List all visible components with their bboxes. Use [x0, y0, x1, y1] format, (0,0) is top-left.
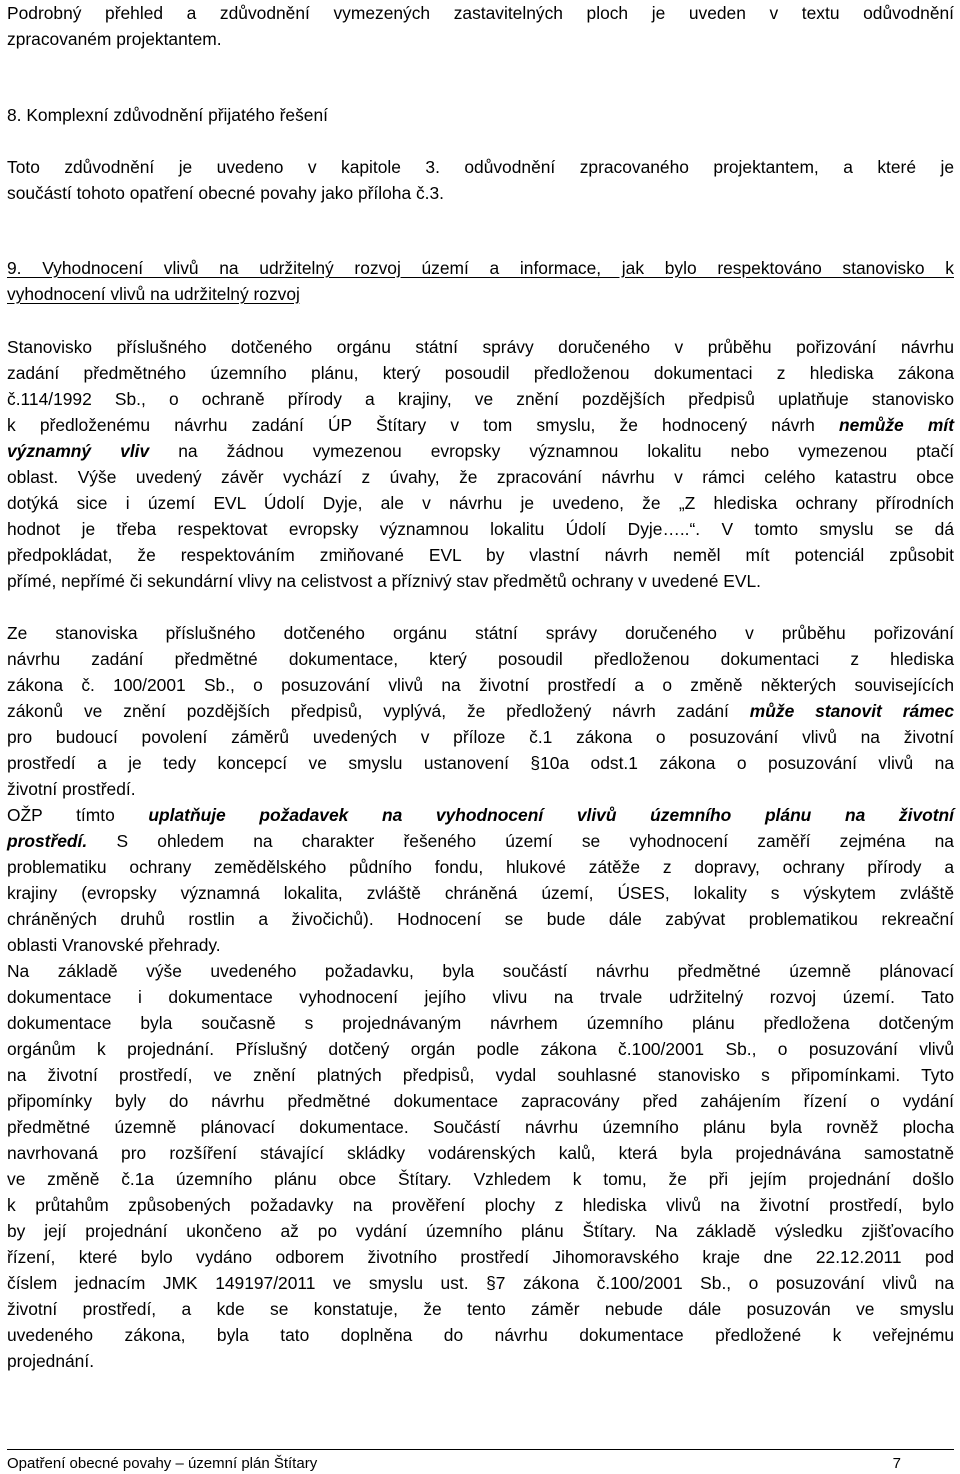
p4-line-10: k průtahům způsobených požadavky na prověření plochy z hlediska vlivů na životní prostředí, bylo: [7, 1195, 954, 1215]
footer-title: Opatření obecné povahy – územní plán Štítary: [7, 1455, 318, 1472]
p3-line-3: problematiku ochrany zemědělského půdního fondu, hlukové zátěže z dopravy, ochrany přírody a: [7, 857, 954, 877]
p4-line-1: Na základě výše uvedeného požadavku, byla součástí návrhu předmětné územně plánovací: [7, 961, 954, 981]
p3-line-6: oblasti Vranovské přehrady.: [7, 935, 221, 955]
section-9-heading-line-2: vyhodnocení vlivů na udržitelný rozvoj: [7, 284, 300, 304]
p1-line-4: [7, 412, 954, 438]
p1-line-4-text: k předloženému návrhu zadání ÚP Štítary v tom smyslu, že hodnocený návrh: [7, 415, 815, 435]
section-8-line-1: Toto zdůvodnění je uvedeno v kapitole 3. odůvodnění zpracovaného projektantem, a které je: [7, 157, 954, 177]
p4-line-15: uvedeného zákona, byla tato doplněna do návrhu dokumentace předložené k veřejnému: [7, 1325, 954, 1345]
p1-line-5: [7, 438, 954, 464]
p1-line-9: předpokládat, že respektováním zmiňované EVL by vlastní návrh neměl mít potenciál způsobit: [7, 545, 954, 565]
p4-line-11: by její projednání ukončeno až po vydání územního plánu Štítary. Na základě výsledku zjišťovacího: [7, 1221, 954, 1241]
p2-line-3: zákona č. 100/2001 Sb., o posuzování vlivů na životní prostředí a o změně některých souvisejících: [7, 675, 954, 695]
p2-line-4: [7, 698, 954, 724]
p3-line-2-text: S ohledem na charakter řešeného území se vyhodnocení zaměří zejména na: [116, 831, 954, 851]
p1-line-3: č.114/1992 Sb., o ochraně přírody a krajiny, ve znění pozdějších předpisů uplatňuje stanovisko: [7, 389, 954, 409]
p4-line-9: ve změně č.1a územního plánu obce Štítary. Vzhledem k tomu, že při jejím projednání došlo: [7, 1169, 954, 1189]
section-8-line-2: součástí tohoto opatření obecné povahy jako příloha č.3.: [7, 183, 444, 203]
p2-line-6: prostředí a je tedy koncepcí ve smyslu ustanovení §10a odst.1 zákona o posuzování vlivů na: [7, 753, 954, 773]
p3-line-4: krajiny (evropsky významná lokalita, zvláště chráněná území, ÚSES, lokality s výskytem zvláště: [7, 883, 954, 903]
p4-line-6: připomínky byly do návrhu předmětné dokumentace zapracovány před zahájením řízení o vydání: [7, 1091, 954, 1111]
intro-line-2: zpracovaném projektantem.: [7, 29, 222, 49]
p2-line-5: pro budoucí povolení záměrů uvedených v příloze č.1 zákona o posuzování vlivů na životní: [7, 727, 954, 747]
p4-line-4: orgánům k projednání. Příslušný dotčený orgán podle zákona č.100/2001 Sb., o posuzování vlivů: [7, 1039, 954, 1059]
p1-line-6: oblast. Výše uvedený závěr vychází z úvahy, že zpracování návrhu v rámci celého katastru obce: [7, 467, 954, 487]
p3-line-2: [7, 828, 954, 854]
p4-line-7: předmětné územně plánovací dokumentace. Součástí návrhu územního plánu byla rovněž plocha: [7, 1117, 954, 1137]
p3-line-1-text: OŽP tímto: [7, 805, 115, 825]
p1-line-1: Stanovisko příslušného dotčeného orgánu státní správy doručeného v průběhu pořizování návrhu: [7, 337, 954, 357]
p4-line-8: navrhovaná pro rozšíření stávající skládky vodárenských kalů, která byla projednávána samostatně: [7, 1143, 954, 1163]
intro-line-1: Podrobný přehled a zdůvodnění vymezených zastavitelných ploch je uveden v textu odůvodnění: [7, 3, 954, 23]
p3-emphasis-prostredi: prostředí.: [7, 831, 88, 851]
p2-emphasis-muze-stanovit-ramec: může stanovit rámec: [749, 701, 954, 721]
p4-line-13: číslem jednacím JMK 149197/2011 ve smyslu ust. §7 zákona č.100/2001 Sb., o posuzování vlivů na: [7, 1273, 954, 1293]
p1-line-5-text: na žádnou vymezenou evropsky významnou lokalitu nebo vymezenou ptačí: [178, 441, 954, 461]
section-8-heading: 8. Komplexní zdůvodnění přijatého řešení: [7, 105, 328, 125]
p2-line-7: životní prostředí.: [7, 779, 136, 799]
p4-line-14: životní prostředí, a kde se konstatuje, že tento záměr nebude dále posuzován ve smyslu: [7, 1299, 954, 1319]
p1-line-10: přímé, nepřímé či sekundární vlivy na celistvost a příznivý stav předmětů ochrany v uvedené EVL.: [7, 571, 761, 591]
p3-line-5: chráněných druhů rostlin a živočichů). Hodnocení se bude dále zabývat problematikou rekreační: [7, 909, 954, 929]
p4-line-5: na životní prostředí, ve znění platných předpisů, vydal souhlasné stanovisko s připomínkami. Tyto: [7, 1065, 954, 1085]
p4-line-12: řízení, které bylo vydáno odborem životního prostředí Jihomoravského kraje dne 22.12.2011 pod: [7, 1247, 954, 1267]
footer-page-number: 7: [892, 1455, 901, 1472]
p2-line-1: Ze stanoviska příslušného dotčeného orgánu státní správy doručeného v průběhu pořizování: [7, 623, 954, 643]
footer-divider: [7, 1449, 954, 1450]
section-9-heading-line-1: 9. Vyhodnocení vlivů na udržitelný rozvoj území a informace, jak bylo respektováno stanovisko k: [7, 258, 954, 278]
p1-line-8: hodnot je třeba respektovat evropsky významnou lokalitu Údolí Dyje…..“. V tomto smyslu se dá: [7, 519, 954, 539]
p4-line-2: dokumentace i dokumentace vyhodnocení jejího vlivu na trvale udržitelný rozvoj území. Tato: [7, 987, 954, 1007]
p1-emphasis-nemuze-mit: nemůže mít: [838, 415, 954, 435]
p4-line-3: dokumentace byla současně s projednávaným návrhem územního plánu předložena dotčeným: [7, 1013, 954, 1033]
p4-line-16: projednání.: [7, 1351, 95, 1371]
p3-line-1: [7, 802, 954, 828]
p1-line-2: zadání předmětného územního plánu, který posoudil předloženou dokumentaci z hlediska zákona: [7, 363, 954, 383]
p2-line-2: návrhu zadání předmětné dokumentace, který posoudil předloženou dokumentaci z hlediska: [7, 649, 954, 669]
p1-emphasis-vyznamny-vliv: významný vliv: [7, 441, 150, 461]
p2-line-4-text: zákonů ve znění pozdějších předpisů, vyplývá, že předložený návrh zadání: [7, 701, 729, 721]
p1-line-7: dotýká sice i území EVL Údolí Dyje, ale v návrhu je uvedeno, že „Z hlediska ochrany přírodních: [7, 493, 954, 513]
p3-emphasis-requirement: uplatňuje požadavek na vyhodnocení vlivů územního plánu na životní: [148, 805, 954, 825]
